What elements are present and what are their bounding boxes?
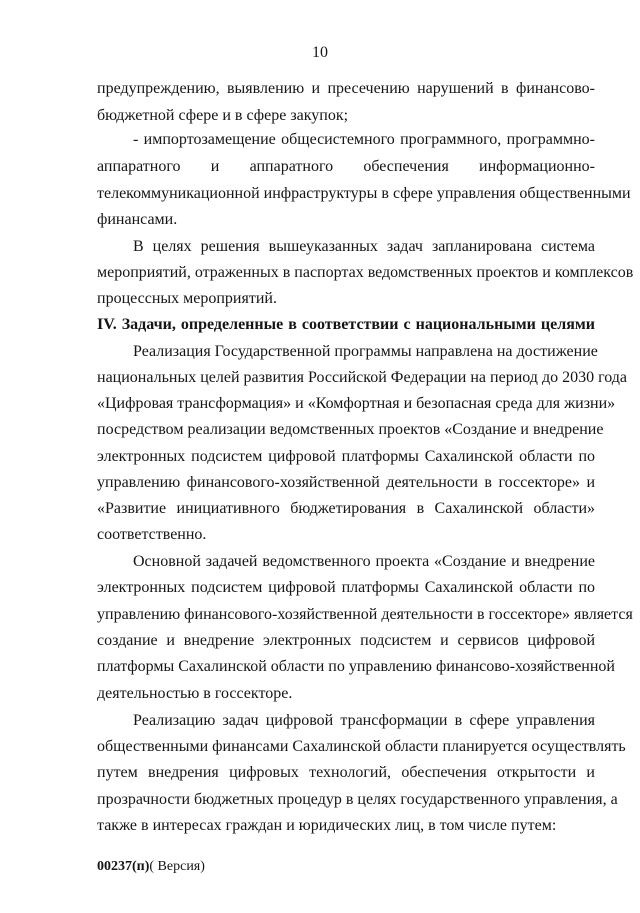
text-line: бюджетной сфере и в сфере закупок; [97,107,349,124]
text-line: предупреждению, выявлению и пресечению нарушений в финансово- [97,80,595,97]
document-code: 00237(п) [97,859,150,874]
text-line: аппаратного и аппаратного обеспечения информационно- [97,158,595,175]
text-line: путем внедрения цифровых технологий, обеспечения открытости и [97,764,595,781]
text-line: национальных целей развития Российской Федерации на период до 2030 года [97,369,628,386]
text-line: телекоммуникационной инфраструктуры в сфере управления общественными [97,185,631,202]
text-line: электронных подсистем цифровой платформы Сахалинской области по [97,579,595,596]
section-heading: IV. Задачи, определенные в соответствии с национальными целями [97,316,595,333]
text-line: В целях решения вышеуказанных задач запланирована система [133,238,595,255]
text-line: управлению финансового-хозяйственной деятельности в госсекторе» и [97,474,595,491]
text-line: общественными финансами Сахалинской области планируется осуществлять [97,738,626,755]
text-line: Реализацию задач цифровой трансформации в сфере управления [133,712,595,729]
text-line: посредством реализации ведомственных проектов «Создание и внедрение [97,421,604,438]
text-line: процессных мероприятий. [97,290,277,307]
text-line: также в интересах граждан и юридических лиц, в том числе путем: [97,817,557,834]
document-footer [97,859,205,875]
text-line: платформы Сахалинской области по управлению финансово-хозяйственной [97,658,615,675]
text-line: деятельностью в госсекторе. [97,685,293,702]
text-line: Основной задачей ведомственного проекта «Создание и внедрение [133,553,595,570]
version-label: ( Версия) [149,859,205,874]
text-line: «Цифровая трансформация» и «Комфортная и безопасная среда для жизни» [97,395,616,412]
text-line: мероприятий, отраженных в паспортах ведомственных проектов и комплексов [97,264,634,281]
page-number: 10 [312,44,328,61]
text-line: управлению финансового-хозяйственной деятельности в госсекторе» является [97,606,633,623]
text-line: «Развитие инициативного бюджетирования в Сахалинской области» [97,500,595,517]
text-line: соответственно. [97,526,207,543]
text-line: создание и внедрение электронных подсистем и сервисов цифровой [97,632,595,649]
text-line: прозрачности бюджетных процедур в целях государственного управления, а [97,791,618,808]
text-line: электронных подсистем цифровой платформы Сахалинской области по [97,448,595,465]
text-line: Реализация Государственной программы направлена на достижение [133,343,598,360]
text-line: - импортозамещение общесистемного программного, программно- [133,131,595,148]
text-line: финансами. [97,211,178,228]
